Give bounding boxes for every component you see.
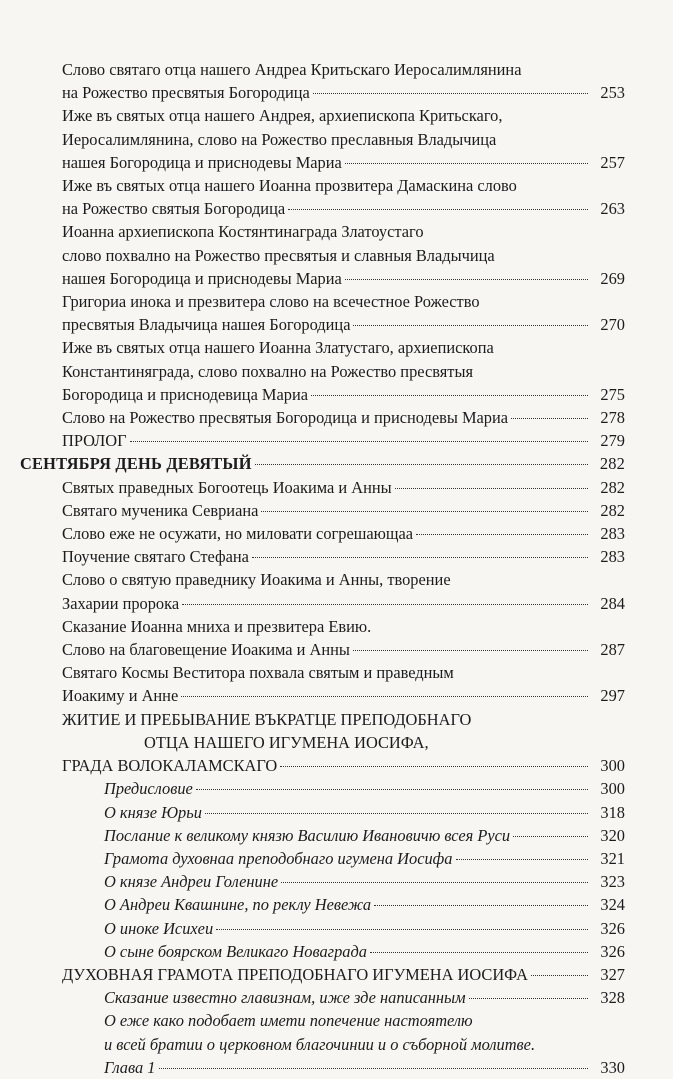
toc-page-number: 269	[600, 268, 625, 288]
toc-page-number: 297	[600, 686, 625, 706]
toc-entry-title: ДУХОВНАЯ ГРАМОТА ПРЕПОДОБНАГО ИГУМЕНА ИОСИФА	[62, 964, 528, 984]
toc-entry	[0, 58, 673, 104]
toc-entry	[0, 917, 673, 940]
table-of-contents	[0, 58, 673, 1079]
toc-entry-title: Предисловие	[104, 779, 193, 799]
toc-entry-title: О Андреи Квашнине, по реклу Невежа	[104, 895, 372, 915]
toc-entry-line	[62, 290, 625, 313]
toc-entry-title: Поучение святаго Стефана	[62, 547, 249, 567]
toc-entry-title: Слово на благовещение Иоакима и Анны	[62, 640, 350, 660]
dot-leader	[395, 488, 588, 489]
toc-page-number: 323	[600, 872, 625, 892]
dot-leader	[370, 952, 588, 953]
toc-entry-title: Иже въ святых отца нашего Иоанна Златустаго, архиепископа	[62, 338, 494, 358]
toc-entry	[0, 406, 673, 429]
toc-entry-line	[62, 174, 625, 197]
dot-leader	[216, 929, 588, 930]
dot-leader	[261, 511, 588, 512]
toc-entry-title: Богородица и приснодевица Мариа	[62, 384, 309, 404]
dot-leader	[252, 557, 588, 558]
toc-entry	[0, 615, 673, 638]
dot-leader	[159, 1068, 589, 1069]
toc-entry-line	[62, 568, 625, 591]
toc-entry-title: ГРАДА ВОЛОКАЛАМСКАГО	[62, 756, 278, 776]
toc-page-number: 257	[600, 152, 625, 172]
toc-entry-title: Глава 1	[104, 1057, 156, 1077]
toc-entry-line	[62, 429, 625, 452]
toc-entry-line	[62, 406, 625, 429]
toc-entry-title: Иже въ святых отца нашего Иоанна прозвитера Дамаскина слово	[62, 176, 517, 196]
toc-entry-line	[62, 267, 625, 290]
toc-entry-line	[62, 313, 625, 336]
toc-entry-line	[20, 452, 625, 475]
toc-entry-line	[104, 940, 625, 963]
toc-entry-title: нашея Богородица и приснодевы Мариа	[62, 152, 342, 172]
dot-leader	[416, 534, 588, 535]
toc-entry-line	[62, 708, 625, 731]
toc-entry-line	[62, 731, 625, 754]
toc-entry	[0, 568, 673, 614]
toc-entry-title: Слово еже не осужати, но миловати согрешающаа	[62, 524, 414, 544]
toc-page-number: 320	[600, 825, 625, 845]
toc-page-number: 279	[600, 431, 625, 451]
dot-leader	[311, 395, 588, 396]
toc-entry	[0, 661, 673, 707]
toc-page-number: 300	[600, 779, 625, 799]
toc-entry-line	[62, 220, 625, 243]
dot-leader	[353, 325, 588, 326]
toc-page-number: 321	[600, 848, 625, 868]
toc-entry-title: Сказание известно главизнам, иже зде написанным	[104, 988, 466, 1008]
toc-entry-line	[62, 151, 625, 174]
toc-page-number: 282	[600, 477, 625, 497]
toc-entry	[0, 290, 673, 336]
dot-leader	[280, 766, 588, 767]
dot-leader	[353, 650, 588, 651]
dot-leader	[345, 279, 588, 280]
toc-entry-title: Иоакиму и Анне	[62, 686, 179, 706]
toc-entry	[0, 174, 673, 220]
toc-entry-title: СЕНТЯБРЯ ДЕНЬ ДЕВЯТЫЙ	[20, 454, 252, 474]
toc-entry-title: Слово о святую праведнику Иоакима и Анны, творение	[62, 570, 451, 590]
toc-entry-title: О князе Юрьи	[104, 802, 202, 822]
dot-leader	[531, 975, 588, 976]
toc-page-number: 284	[600, 593, 625, 613]
dot-leader	[511, 418, 588, 419]
toc-entry-title: Слово святаго отца нашего Андреа Критьскаго Иеросалимлянина	[62, 60, 522, 79]
toc-entry-line	[104, 777, 625, 800]
toc-entry-title: Сказание Иоанна мниха и презвитера Евию.	[62, 616, 372, 636]
toc-entry-line	[104, 824, 625, 847]
toc-entry-line	[62, 128, 625, 151]
toc-entry	[0, 1009, 673, 1079]
toc-entry-title: Григориа инока и презвитера слово на всечестное Рожество	[62, 292, 480, 312]
toc-entry-line	[104, 986, 625, 1009]
toc-entry	[0, 499, 673, 522]
toc-entry-line	[62, 383, 625, 406]
toc-entry	[0, 336, 673, 406]
toc-entry	[0, 708, 673, 778]
toc-entry-line	[62, 104, 625, 127]
toc-entry	[0, 777, 673, 800]
toc-page-number: 324	[600, 895, 625, 915]
toc-page-number: 278	[600, 408, 625, 428]
toc-page-number: 253	[600, 83, 625, 103]
toc-page-number: 330	[600, 1057, 625, 1077]
toc-page-number: 300	[600, 756, 625, 776]
toc-entry-title: Послание к великому князю Василию Ивановичю всея Руси	[104, 825, 511, 845]
dot-leader	[196, 789, 588, 790]
toc-page-number: 270	[600, 315, 625, 335]
dot-leader	[130, 441, 588, 442]
toc-entry-title: Константиняграда, слово похвално на Рожество пресвятыя	[62, 361, 474, 381]
dot-leader	[513, 836, 588, 837]
toc-page-number: 282	[599, 454, 625, 474]
toc-entry-line	[104, 847, 625, 870]
toc-page-number: 328	[600, 988, 625, 1008]
toc-entry-title: ЖИТИЕ И ПРЕБЫВАНИЕ ВЪКРАТЦЕ ПРЕПОДОБНАГО	[62, 709, 472, 729]
toc-entry-title: Святых праведных Богоотець Иоакима и Анны	[62, 477, 392, 497]
dot-leader	[281, 882, 588, 883]
toc-page-number: 275	[600, 384, 625, 404]
dot-leader	[313, 93, 588, 94]
toc-page-number: 327	[600, 964, 625, 984]
toc-entry	[0, 429, 673, 452]
toc-entry-title: О князе Андреи Голенине	[104, 872, 279, 892]
toc-page-number: 283	[600, 524, 625, 544]
toc-entry-line	[62, 963, 625, 986]
toc-entry-line	[104, 917, 625, 940]
toc-page-number: 318	[600, 802, 625, 822]
toc-entry-title: слово похвално на Рожество пресвятыя и славныя Владычица	[62, 245, 495, 265]
toc-entry-line	[62, 661, 625, 684]
toc-entry	[0, 893, 673, 916]
toc-entry	[0, 940, 673, 963]
toc-entry-line	[104, 893, 625, 916]
toc-entry	[0, 476, 673, 499]
toc-entry-title: Иеросалимлянина, слово на Рожество преславныя Владычица	[62, 129, 497, 149]
toc-entry-line	[104, 1009, 625, 1032]
dot-leader	[345, 163, 588, 164]
toc-entry	[0, 986, 673, 1009]
toc-section-heading	[0, 452, 673, 475]
toc-entry-line	[104, 1033, 625, 1056]
toc-entry	[0, 220, 673, 290]
toc-entry-title: О сыне боярском Великаго Новаграда	[104, 941, 367, 961]
toc-entry	[0, 104, 673, 174]
toc-entry-line	[62, 545, 625, 568]
toc-entry-line	[62, 499, 625, 522]
toc-entry	[0, 522, 673, 545]
toc-entry-line	[104, 1056, 625, 1079]
toc-entry-line	[62, 592, 625, 615]
toc-entry-title: О еже како подобает имети попечение настоятелю	[104, 1011, 473, 1031]
toc-entry-line	[62, 754, 625, 777]
toc-entry-title: на Рожество пресвятыя Богородица	[62, 83, 310, 103]
toc-entry-line	[62, 684, 625, 707]
toc-entry-line	[104, 801, 625, 824]
toc-entry-title: нашея Богородица и приснодевы Мариа	[62, 268, 342, 288]
toc-entry-title: Святаго мученика Севриана	[62, 500, 259, 520]
toc-entry-line	[62, 638, 625, 661]
dot-leader	[181, 696, 588, 697]
toc-entry	[0, 824, 673, 847]
toc-entry-title: О иноке Исихеи	[104, 918, 214, 938]
toc-page-number: 283	[600, 547, 625, 567]
toc-entry-title: Грамота духовнаа преподобнаго игумена Иосифа	[104, 848, 453, 868]
toc-entry-title: Слово на Рожество пресвятыя Богородица и приснодевы Мариа	[62, 408, 509, 428]
toc-entry-title: Иоанна архиепископа Костянтинаграда Златоустаго	[62, 222, 424, 242]
toc-entry-line	[62, 522, 625, 545]
toc-entry-line	[62, 476, 625, 499]
dot-leader	[469, 998, 588, 999]
toc-entry-title: ПРОЛОГ	[62, 431, 127, 451]
dot-leader	[288, 209, 588, 210]
toc-entry	[0, 963, 673, 986]
toc-entry	[0, 545, 673, 568]
toc-entry-title: Святаго Космы Веститора похвала святым и праведным	[62, 663, 454, 683]
toc-entry-title: на Рожество святыя Богородица	[62, 199, 286, 219]
toc-entry-line	[62, 58, 625, 81]
toc-page-number: 326	[600, 918, 625, 938]
dot-leader	[205, 813, 588, 814]
toc-entry-line	[62, 336, 625, 359]
dot-leader	[182, 604, 588, 605]
toc-entry-title: и всей братии о церковном благочинии и о съборной молитве.	[104, 1034, 536, 1054]
toc-entry-title: Иже въ святых отца нашего Андрея, архиепископа Критьскаго,	[62, 106, 503, 126]
dot-leader	[374, 905, 588, 906]
toc-entry-line	[62, 615, 625, 638]
toc-page-number: 282	[600, 500, 625, 520]
toc-page-number: 263	[600, 199, 625, 219]
toc-entry	[0, 801, 673, 824]
toc-entry-line	[62, 360, 625, 383]
toc-page-number: 326	[600, 941, 625, 961]
toc-entry-title: Захарии пророка	[62, 593, 180, 613]
dot-leader	[456, 859, 589, 860]
toc-entry	[0, 870, 673, 893]
toc-entry-line	[62, 81, 625, 104]
toc-entry-line	[104, 870, 625, 893]
toc-entry	[0, 847, 673, 870]
toc-entry-title: ОТЦА НАШЕГО ИГУМЕНА ИОСИФА,	[144, 732, 429, 752]
toc-entry-line	[62, 244, 625, 267]
toc-page-number: 287	[600, 640, 625, 660]
toc-entry	[0, 638, 673, 661]
toc-entry-title: пресвятыя Владычица нашея Богородица	[62, 315, 351, 335]
dot-leader	[255, 464, 588, 465]
toc-entry-line	[62, 197, 625, 220]
